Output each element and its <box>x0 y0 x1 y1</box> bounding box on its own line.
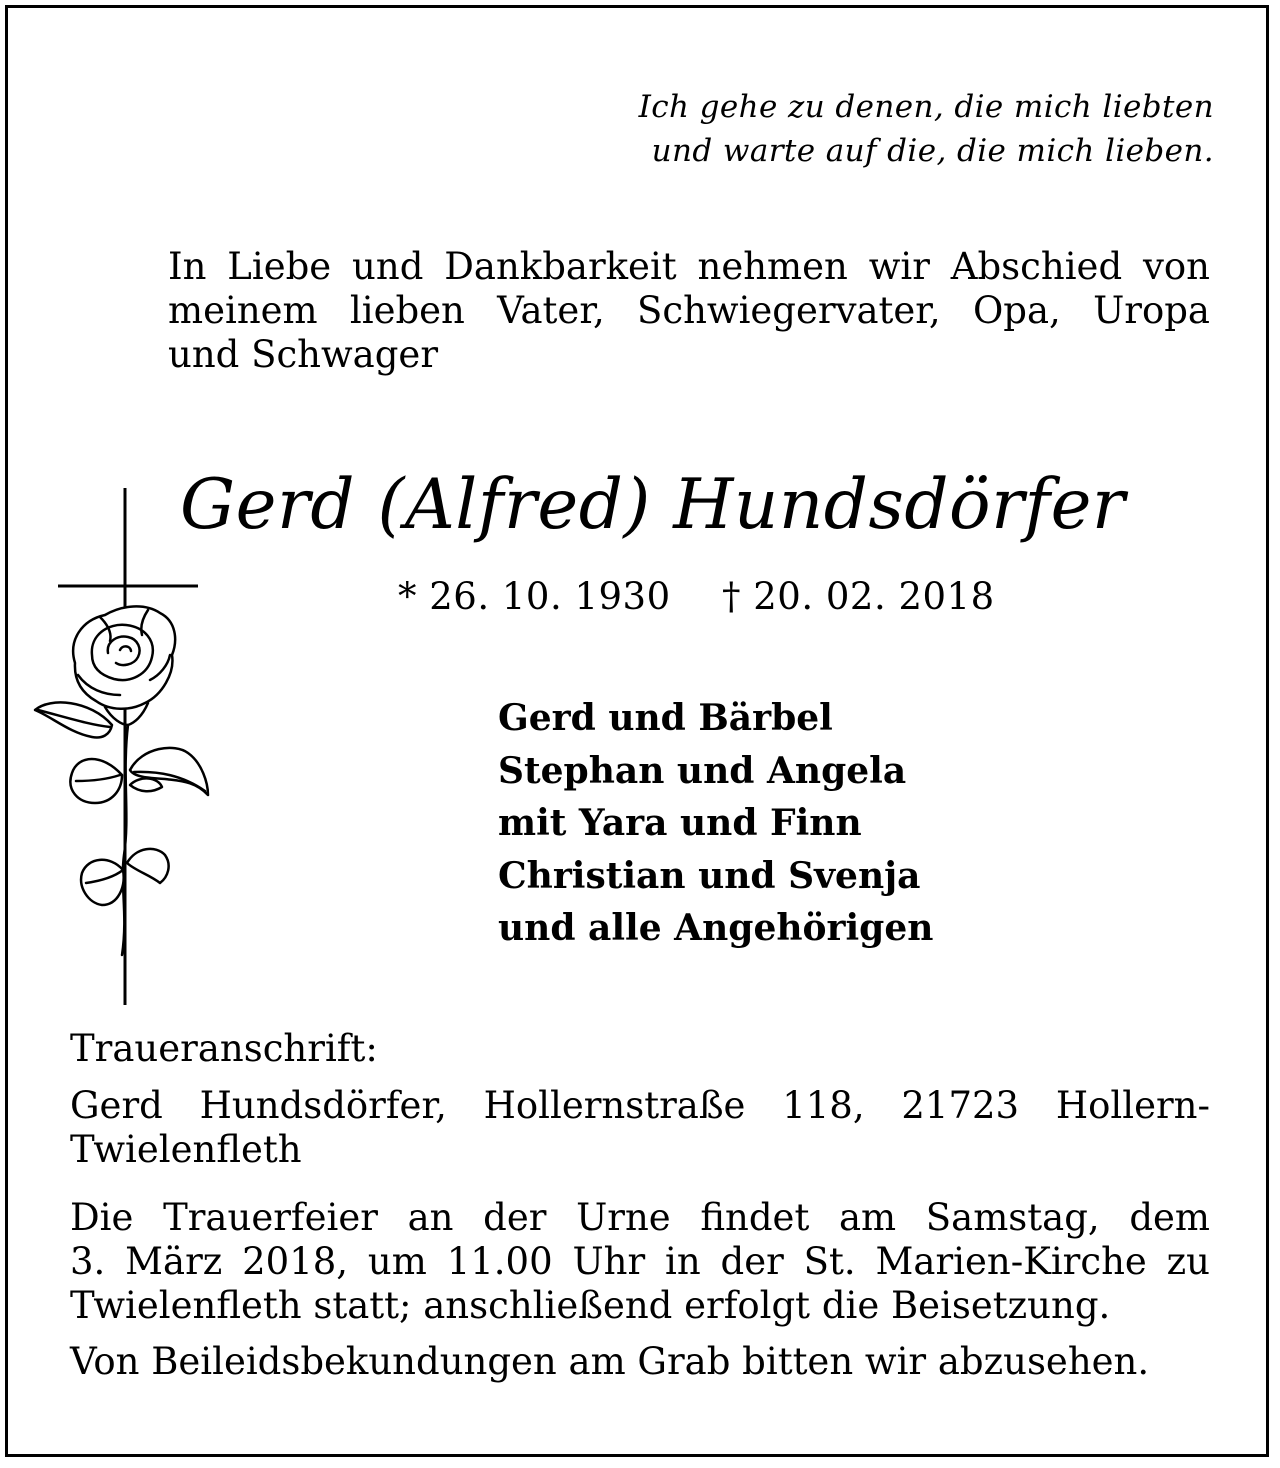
rose-icon <box>35 606 208 955</box>
motto-line: Ich gehe zu denen, die mich liebten <box>638 89 1214 125</box>
intro-line: meinem lieben Vater, Schwiegervater, Opa, Uropa <box>168 289 1210 332</box>
motto-quote <box>639 85 1214 173</box>
deceased-name: Gerd (Alfred) Hundsdörfer <box>180 465 1126 545</box>
ceremony-line: 3. März 2018, um 11.00 Uhr in der St. Marien-Kirche zu <box>70 1240 1210 1283</box>
mourners-list <box>498 692 933 955</box>
mourner-line: Gerd und Bärbel <box>498 697 833 739</box>
mourning-address <box>70 1084 1210 1172</box>
address-line: Twielenfleth <box>70 1128 302 1171</box>
intro-text <box>168 245 1210 377</box>
motto-line: und warte auf die, die mich lieben. <box>651 133 1214 169</box>
intro-line: und Schwager <box>168 333 439 376</box>
address-label: Traueranschrift: <box>70 1027 378 1070</box>
birth-date: * 26. 10. 1930 <box>398 575 671 618</box>
mourner-line: Christian und Svenja <box>498 854 921 897</box>
mourner-line: Stephan und Angela <box>498 749 907 792</box>
intro-line: In Liebe und Dankbarkeit nehmen wir Abschied von <box>168 245 1210 288</box>
death-date: † 20. 02. 2018 <box>722 575 995 618</box>
ceremony-line: Die Trauerfeier an der Urne findet am Samstag, dem <box>70 1196 1210 1239</box>
cross-icon <box>58 488 198 1005</box>
mourner-line: und alle Angehörigen <box>498 907 934 949</box>
mourner-line: mit Yara und Finn <box>498 802 862 844</box>
ceremony-info <box>70 1196 1210 1328</box>
closing-note: Von Beileidsbekundungen am Grab bitten wir abzusehen. <box>70 1340 1150 1383</box>
cross-with-rose-emblem <box>30 485 220 1010</box>
ceremony-line: Twielenfleth statt; anschließend erfolgt die Beisetzung. <box>70 1284 1111 1327</box>
address-line: Gerd Hundsdörfer, Hollernstraße 118, 21723 Hollern- <box>70 1084 1210 1127</box>
